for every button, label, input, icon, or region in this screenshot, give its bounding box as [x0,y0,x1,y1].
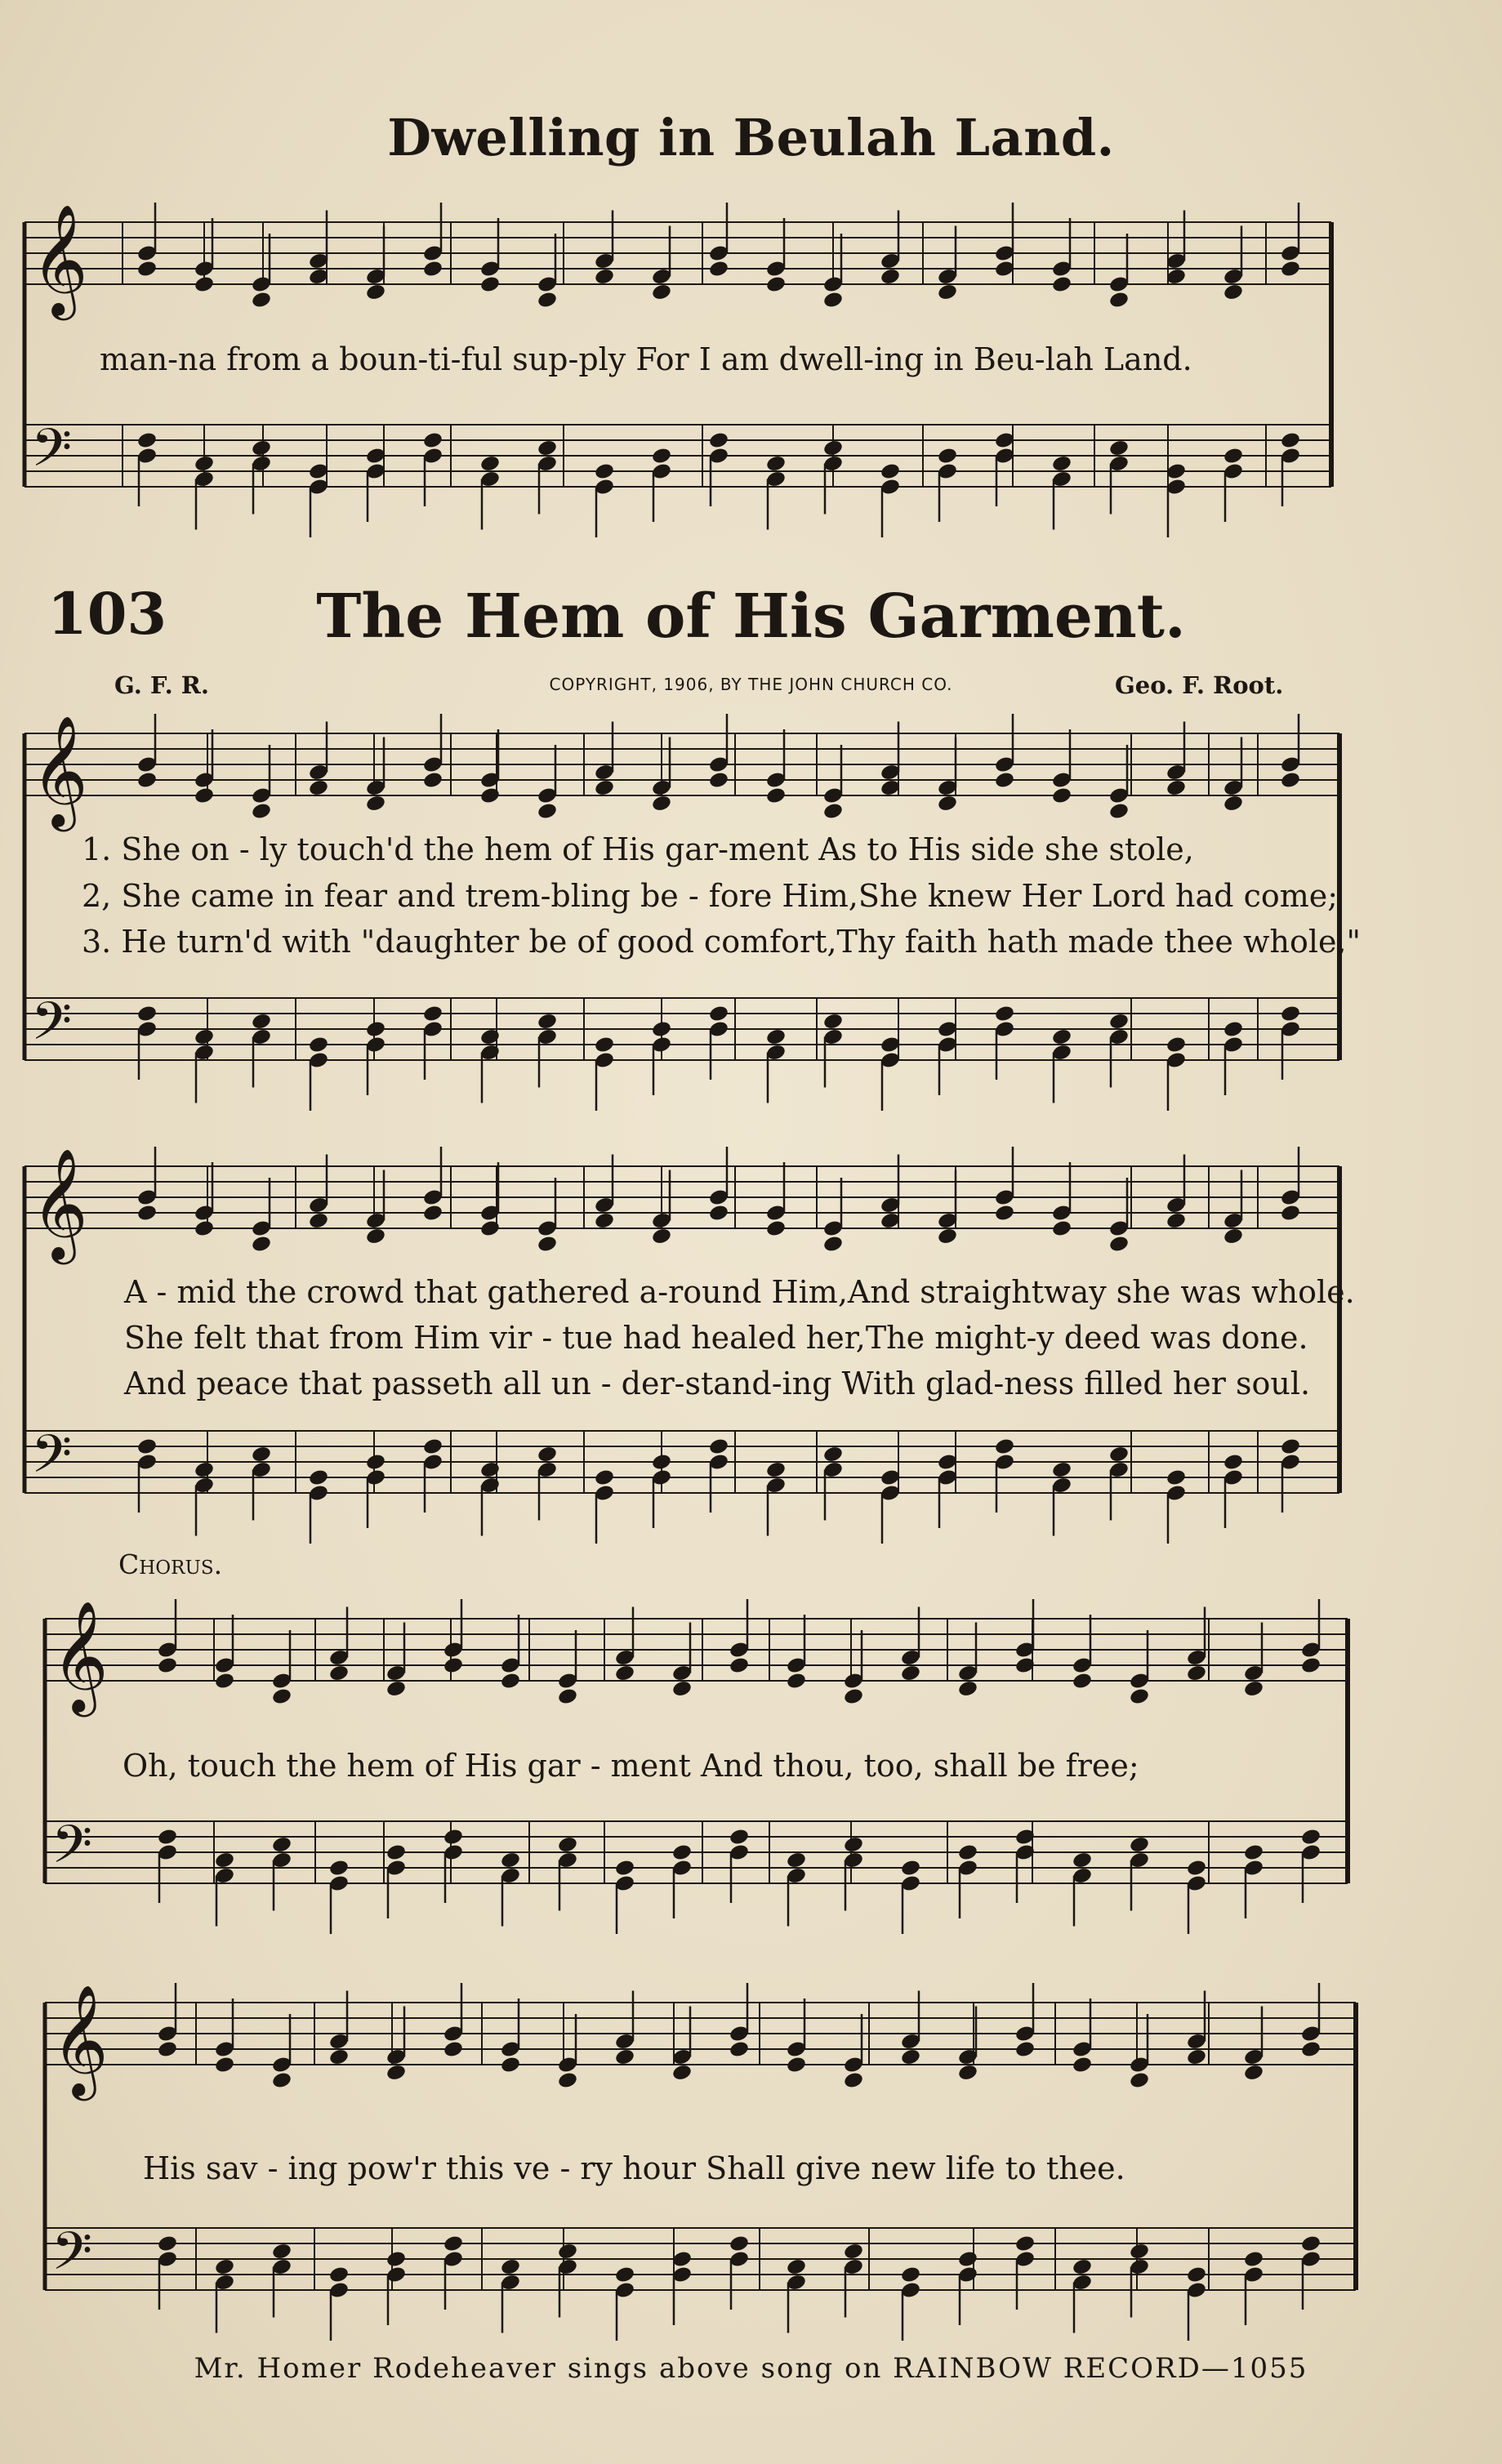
notehead [1051,454,1072,473]
notehead [937,1227,958,1245]
notehead [937,283,958,301]
notehead [443,2235,464,2253]
notehead [1014,2040,1036,2059]
notehead [1223,794,1244,813]
notehead [500,1851,521,1869]
notehead [822,1012,844,1031]
composer-credit: Geo. F. Root. [1115,671,1284,699]
notehead [880,267,901,286]
notehead [136,260,158,278]
notehead [422,771,443,790]
notehead [1223,283,1244,301]
notehead [479,1027,501,1046]
notehead [194,786,215,805]
notehead [994,771,1015,790]
notehead [1186,1859,1207,1878]
notehead [843,1687,864,1706]
notehead [708,260,729,278]
notehead [765,1460,787,1479]
notehead [479,786,501,805]
notehead [422,431,443,450]
notehead [214,2056,235,2074]
notehead [1223,1453,1244,1472]
bass-clef-icon: 𝄢 [31,991,73,1065]
notehead [822,291,844,310]
notehead [500,2257,521,2276]
notehead [365,1453,386,1472]
notehead [214,1672,235,1691]
notehead [594,462,615,481]
notehead [1243,1679,1264,1698]
notehead [594,267,615,286]
notehead [500,2056,521,2074]
notehead [557,2071,578,2090]
notehead [994,1005,1015,1023]
notehead [708,431,729,450]
notehead [537,802,558,821]
notehead [822,439,844,457]
notehead [308,1036,329,1054]
notehead [708,771,729,790]
notehead [1165,778,1187,797]
notehead [1186,2047,1207,2066]
notehead [651,1227,672,1245]
notehead [537,291,558,310]
notehead [614,1859,635,1878]
notehead [1108,1235,1130,1254]
notehead [251,802,272,821]
notehead [880,462,901,481]
notehead [786,2257,807,2276]
notehead [308,1468,329,1487]
notehead [594,1211,615,1230]
notehead [1014,2235,1036,2253]
notehead [479,1460,501,1479]
treble-clef-icon: 𝄞 [31,203,88,315]
notehead [765,1219,787,1238]
notehead [1243,2250,1264,2269]
notehead [1051,1460,1072,1479]
notehead [386,1679,407,1698]
copyright-notice: COPYRIGHT, 1906, BY THE JOHN CHURCH CO. [549,675,953,694]
chorus-label: Chorus. [118,1548,223,1580]
notehead [1129,2071,1150,2090]
notehead [900,1859,921,1878]
notehead [1300,1656,1321,1675]
notehead [1280,260,1301,278]
notehead [157,1828,178,1847]
notehead [365,283,386,301]
notehead [1108,291,1130,310]
notehead [214,1851,235,1869]
previous-hymn-title: Dwelling in Beulah Land. [387,108,1115,167]
notehead [1051,275,1072,294]
notehead [1108,1012,1130,1031]
notehead [994,1204,1015,1223]
notehead [443,1656,464,1675]
notehead [822,1235,844,1254]
notehead [765,1027,787,1046]
hymn-title: The Hem of His Garment. [316,581,1186,652]
notehead [537,1012,558,1031]
notehead [1280,771,1301,790]
notehead [1129,2242,1150,2261]
verse1-line1: 1. She on - ly touch'd the hem of His gar-ment As to His side she stole, [82,831,1194,867]
verse1-line2: A - mid the crowd that gathered a-round Him,And straightway she was whole. [124,1274,1355,1310]
notehead [422,260,443,278]
notehead [651,794,672,813]
notehead [708,1437,729,1456]
previous-hymn-lyric: man-na from a boun-ti-ful sup-ply For I am dwell-ing in Beu-lah Land. [100,341,1192,377]
verse2-line2: She felt that from Him vir - tue had healed her,The might-y deed was done. [124,1320,1308,1356]
notehead [328,1664,350,1682]
notehead [651,1453,672,1472]
notehead [557,1687,578,1706]
notehead [1165,1036,1187,1054]
notehead [422,1204,443,1223]
notehead [386,2250,407,2269]
notehead [271,1687,292,1706]
bass-clef-icon: 𝄢 [51,1815,93,1888]
notehead [194,275,215,294]
notehead [136,431,158,450]
notehead [386,1843,407,1862]
notehead [251,1445,272,1464]
notehead [1223,1020,1244,1039]
notehead [251,1012,272,1031]
notehead [765,454,787,473]
verse3-line2: And peace that passeth all un - der-stand-ing With glad-ness filled her soul. [124,1366,1311,1401]
notehead [271,1835,292,1854]
notehead [1108,1445,1130,1464]
treble-clef-icon: 𝄞 [51,1983,109,2096]
notehead [214,2257,235,2276]
notehead [308,778,329,797]
notehead [365,794,386,813]
notehead [708,1005,729,1023]
notehead [1186,2266,1207,2284]
notehead [443,2040,464,2059]
notehead [1051,786,1072,805]
notehead [328,1859,350,1878]
bass-clef-icon: 𝄢 [31,418,73,492]
notehead [251,291,272,310]
notehead [1072,2056,1093,2074]
notehead [1300,2040,1321,2059]
notehead [136,1204,158,1223]
notehead [594,1036,615,1054]
notehead [365,1227,386,1245]
treble-clef-icon: 𝄞 [31,1147,88,1259]
notehead [537,1445,558,1464]
notehead [900,2266,921,2284]
notehead [671,1679,693,1698]
notehead [194,454,215,473]
notehead [251,439,272,457]
notehead [157,2040,178,2059]
hymn-number: 103 [47,580,167,648]
notehead [786,1672,807,1691]
notehead [994,1437,1015,1456]
notehead [443,1828,464,1847]
notehead [822,1445,844,1464]
notehead [708,1204,729,1223]
notehead [1108,439,1130,457]
notehead [1072,2257,1093,2276]
notehead [537,439,558,457]
notehead [557,1835,578,1854]
notehead [937,794,958,813]
notehead [537,1235,558,1254]
notehead [957,2063,978,2082]
notehead [1108,802,1130,821]
notehead [900,2047,921,2066]
notehead [194,1219,215,1238]
treble-clef-icon: 𝄞 [31,714,88,827]
treble-clef-icon: 𝄞 [51,1599,109,1712]
notehead [786,1851,807,1869]
notehead [271,2242,292,2261]
notehead [1165,1468,1187,1487]
notehead [1129,1835,1150,1854]
notehead [1300,2235,1321,2253]
notehead [308,1211,329,1230]
notehead [1280,431,1301,450]
notehead [651,447,672,466]
notehead [194,1460,215,1479]
record-footer: Mr. Homer Rodeheaver sings above song on RAINBOW RECORD—1055 [194,2352,1308,2385]
notehead [1072,1672,1093,1691]
notehead [671,2063,693,2082]
notehead [479,275,501,294]
bass-clef-icon: 𝄢 [31,1424,73,1498]
notehead [1051,1027,1072,1046]
notehead [1165,1211,1187,1230]
notehead [1129,1687,1150,1706]
notehead [957,1843,978,1862]
notehead [765,786,787,805]
notehead [386,2063,407,2082]
notehead [157,2235,178,2253]
verse2-line1: 2, She came in fear and trem-bling be - fore Him,She knew Her Lord had come; [82,878,1339,914]
notehead [136,1005,158,1023]
notehead [729,1828,750,1847]
notehead [614,2047,635,2066]
notehead [729,1656,750,1675]
notehead [1300,1828,1321,1847]
notehead [479,1219,501,1238]
notehead [729,2040,750,2059]
notehead [328,2266,350,2284]
notehead [422,1437,443,1456]
chorus-line1: Oh, touch the hem of His gar - ment And thou, too, shall be free; [123,1748,1139,1784]
notehead [157,1656,178,1675]
notehead [271,2071,292,2090]
notehead [843,2071,864,2090]
chorus-line2: His sav - ing pow'r this ve - ry hour Shall give new life to thee. [143,2150,1125,2186]
notehead [365,1020,386,1039]
notehead [194,1027,215,1046]
notehead [422,1005,443,1023]
notehead [614,2266,635,2284]
notehead [957,1679,978,1698]
notehead [594,1468,615,1487]
notehead [1072,1851,1093,1869]
notehead [1243,1843,1264,1862]
notehead [900,1664,921,1682]
notehead [594,778,615,797]
verse3-line1: 3. He turn'd with "daughter be of good comfort,Thy faith hath made thee whole," [82,924,1362,960]
notehead [937,447,958,466]
bass-clef-icon: 𝄢 [51,2221,93,2295]
notehead [1280,1005,1301,1023]
lyricist-credit: G. F. R. [114,671,209,699]
notehead [957,2250,978,2269]
notehead [765,275,787,294]
notehead [729,2235,750,2253]
notehead [557,2242,578,2261]
notehead [479,454,501,473]
notehead [614,1664,635,1682]
notehead [1280,1204,1301,1223]
notehead [1223,1227,1244,1245]
notehead [251,1235,272,1254]
notehead [843,2242,864,2261]
notehead [136,1437,158,1456]
notehead [1243,2063,1264,2082]
notehead [1051,1219,1072,1238]
notehead [786,2056,807,2074]
notehead [843,1835,864,1854]
notehead [822,802,844,821]
notehead [500,1672,521,1691]
notehead [651,1020,672,1039]
notehead [1186,1664,1207,1682]
notehead [1280,1437,1301,1456]
notehead [651,283,672,301]
notehead [136,771,158,790]
notehead [671,1843,693,1862]
notehead [1223,447,1244,466]
notehead [328,2047,350,2066]
